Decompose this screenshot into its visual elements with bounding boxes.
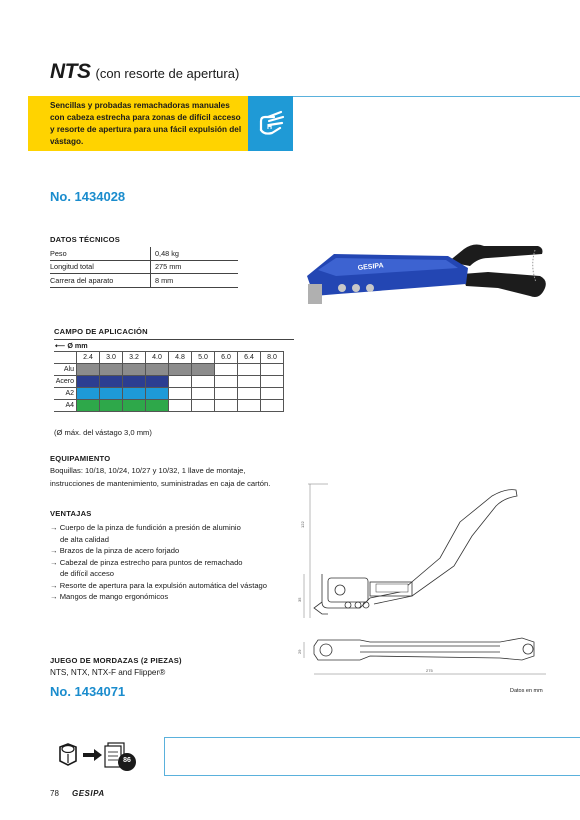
bottom-box-divider: [164, 737, 165, 776]
tool-brand-label: GESIPA: [357, 262, 385, 272]
dim-width: 275: [426, 668, 433, 673]
arrow-right-icon: [83, 749, 102, 761]
intro-text: Sencillas y probadas remachadoras manuales con cabeza estrecha para zonas de difícil acceso y resorte de apertura para una fácil expulsión del vástago.: [50, 101, 242, 146]
advantages-heading: VENTAJAS: [50, 509, 92, 518]
page-number: 78: [50, 789, 59, 798]
jaws-models: NTS, NTX, NTX-F and Flipper®: [50, 668, 166, 677]
technical-drawing: [297, 474, 560, 689]
application-rule: [54, 339, 294, 340]
nut-icon: [60, 744, 76, 765]
arrow-right-icon: →: [50, 592, 60, 601]
product-number: No. 1434028: [50, 189, 126, 204]
table-row: A4: [54, 400, 284, 412]
list-item: → Cuerpo de la pinza de fundición a presión de aluminio: [50, 523, 241, 532]
arrow-right-icon: →: [50, 557, 60, 567]
dim-height: 122: [300, 521, 305, 528]
list-item: → Cabezal de pinza estrecho para puntos de remachado: [50, 557, 243, 567]
table-row: Carrera del aparato 8 mm: [50, 274, 238, 288]
list-item: de alta calidad: [60, 534, 109, 544]
ref-badge: 86: [123, 757, 131, 764]
ref-box: [28, 737, 164, 776]
arrow-right-icon: →: [50, 580, 60, 590]
dim-side: 29: [297, 649, 302, 654]
list-item: de difícil acceso: [60, 569, 115, 578]
hand-h-icon: [248, 96, 293, 151]
brand-logo: GESIPA: [72, 789, 105, 798]
specs-heading: DATOS TÉCNICOS: [50, 235, 121, 244]
intro-box: [28, 96, 248, 151]
arrow-right-icon: →: [50, 546, 60, 555]
product-title: NTS: [50, 60, 91, 83]
table-row: A2: [54, 388, 284, 400]
jaws-product-number: No. 1434071: [50, 684, 126, 699]
application-table: [54, 351, 284, 412]
drawing-note: Datos en mm: [510, 688, 543, 694]
arrow-right-icon: →: [50, 523, 60, 532]
specs-table: [50, 247, 238, 288]
jaws-heading: JUEGO DE MORDAZAS (2 PIEZAS): [50, 656, 182, 665]
table-row: 2.4 3.0 3.2 4.0 4.8 5.0 6.0 6.4 8.0: [54, 352, 284, 364]
advantages-list: [50, 522, 300, 603]
riveter-photo: [298, 236, 568, 331]
table-row: Peso 0,48 kg: [50, 247, 238, 260]
equipment-heading: EQUIPAMIENTO: [50, 454, 111, 463]
application-note: (Ø máx. del vástago 3,0 mm): [54, 428, 152, 437]
dim-head: 35: [297, 597, 302, 602]
list-item: → Brazos de la pinza de acero forjado: [50, 546, 180, 555]
table-row: Acero: [54, 376, 284, 388]
product-subtitle: (con resorte de apertura): [95, 66, 240, 81]
list-item: → Resorte de apertura para la expulsión automática del vástago: [50, 580, 267, 590]
table-row: Alu: [54, 364, 284, 376]
list-item: → Mangos de mango ergonómicos: [50, 592, 169, 601]
svg-text:H: H: [267, 124, 273, 131]
page-title: [50, 60, 239, 84]
diameter-label: Ø mm: [67, 341, 88, 350]
equipment-text: Boquillas: 10/18, 10/24, 10/27 y 10/32, 1 llave de montaje, instrucciones de mantenimiento, suministradas en caja de cartón.: [50, 466, 271, 488]
application-heading: CAMPO DE APLICACIÓN: [54, 327, 148, 336]
diameter-header: [55, 341, 88, 350]
table-row: Longitud total 275 mm: [50, 260, 238, 274]
arrow-left-icon: ⟵: [55, 341, 66, 350]
